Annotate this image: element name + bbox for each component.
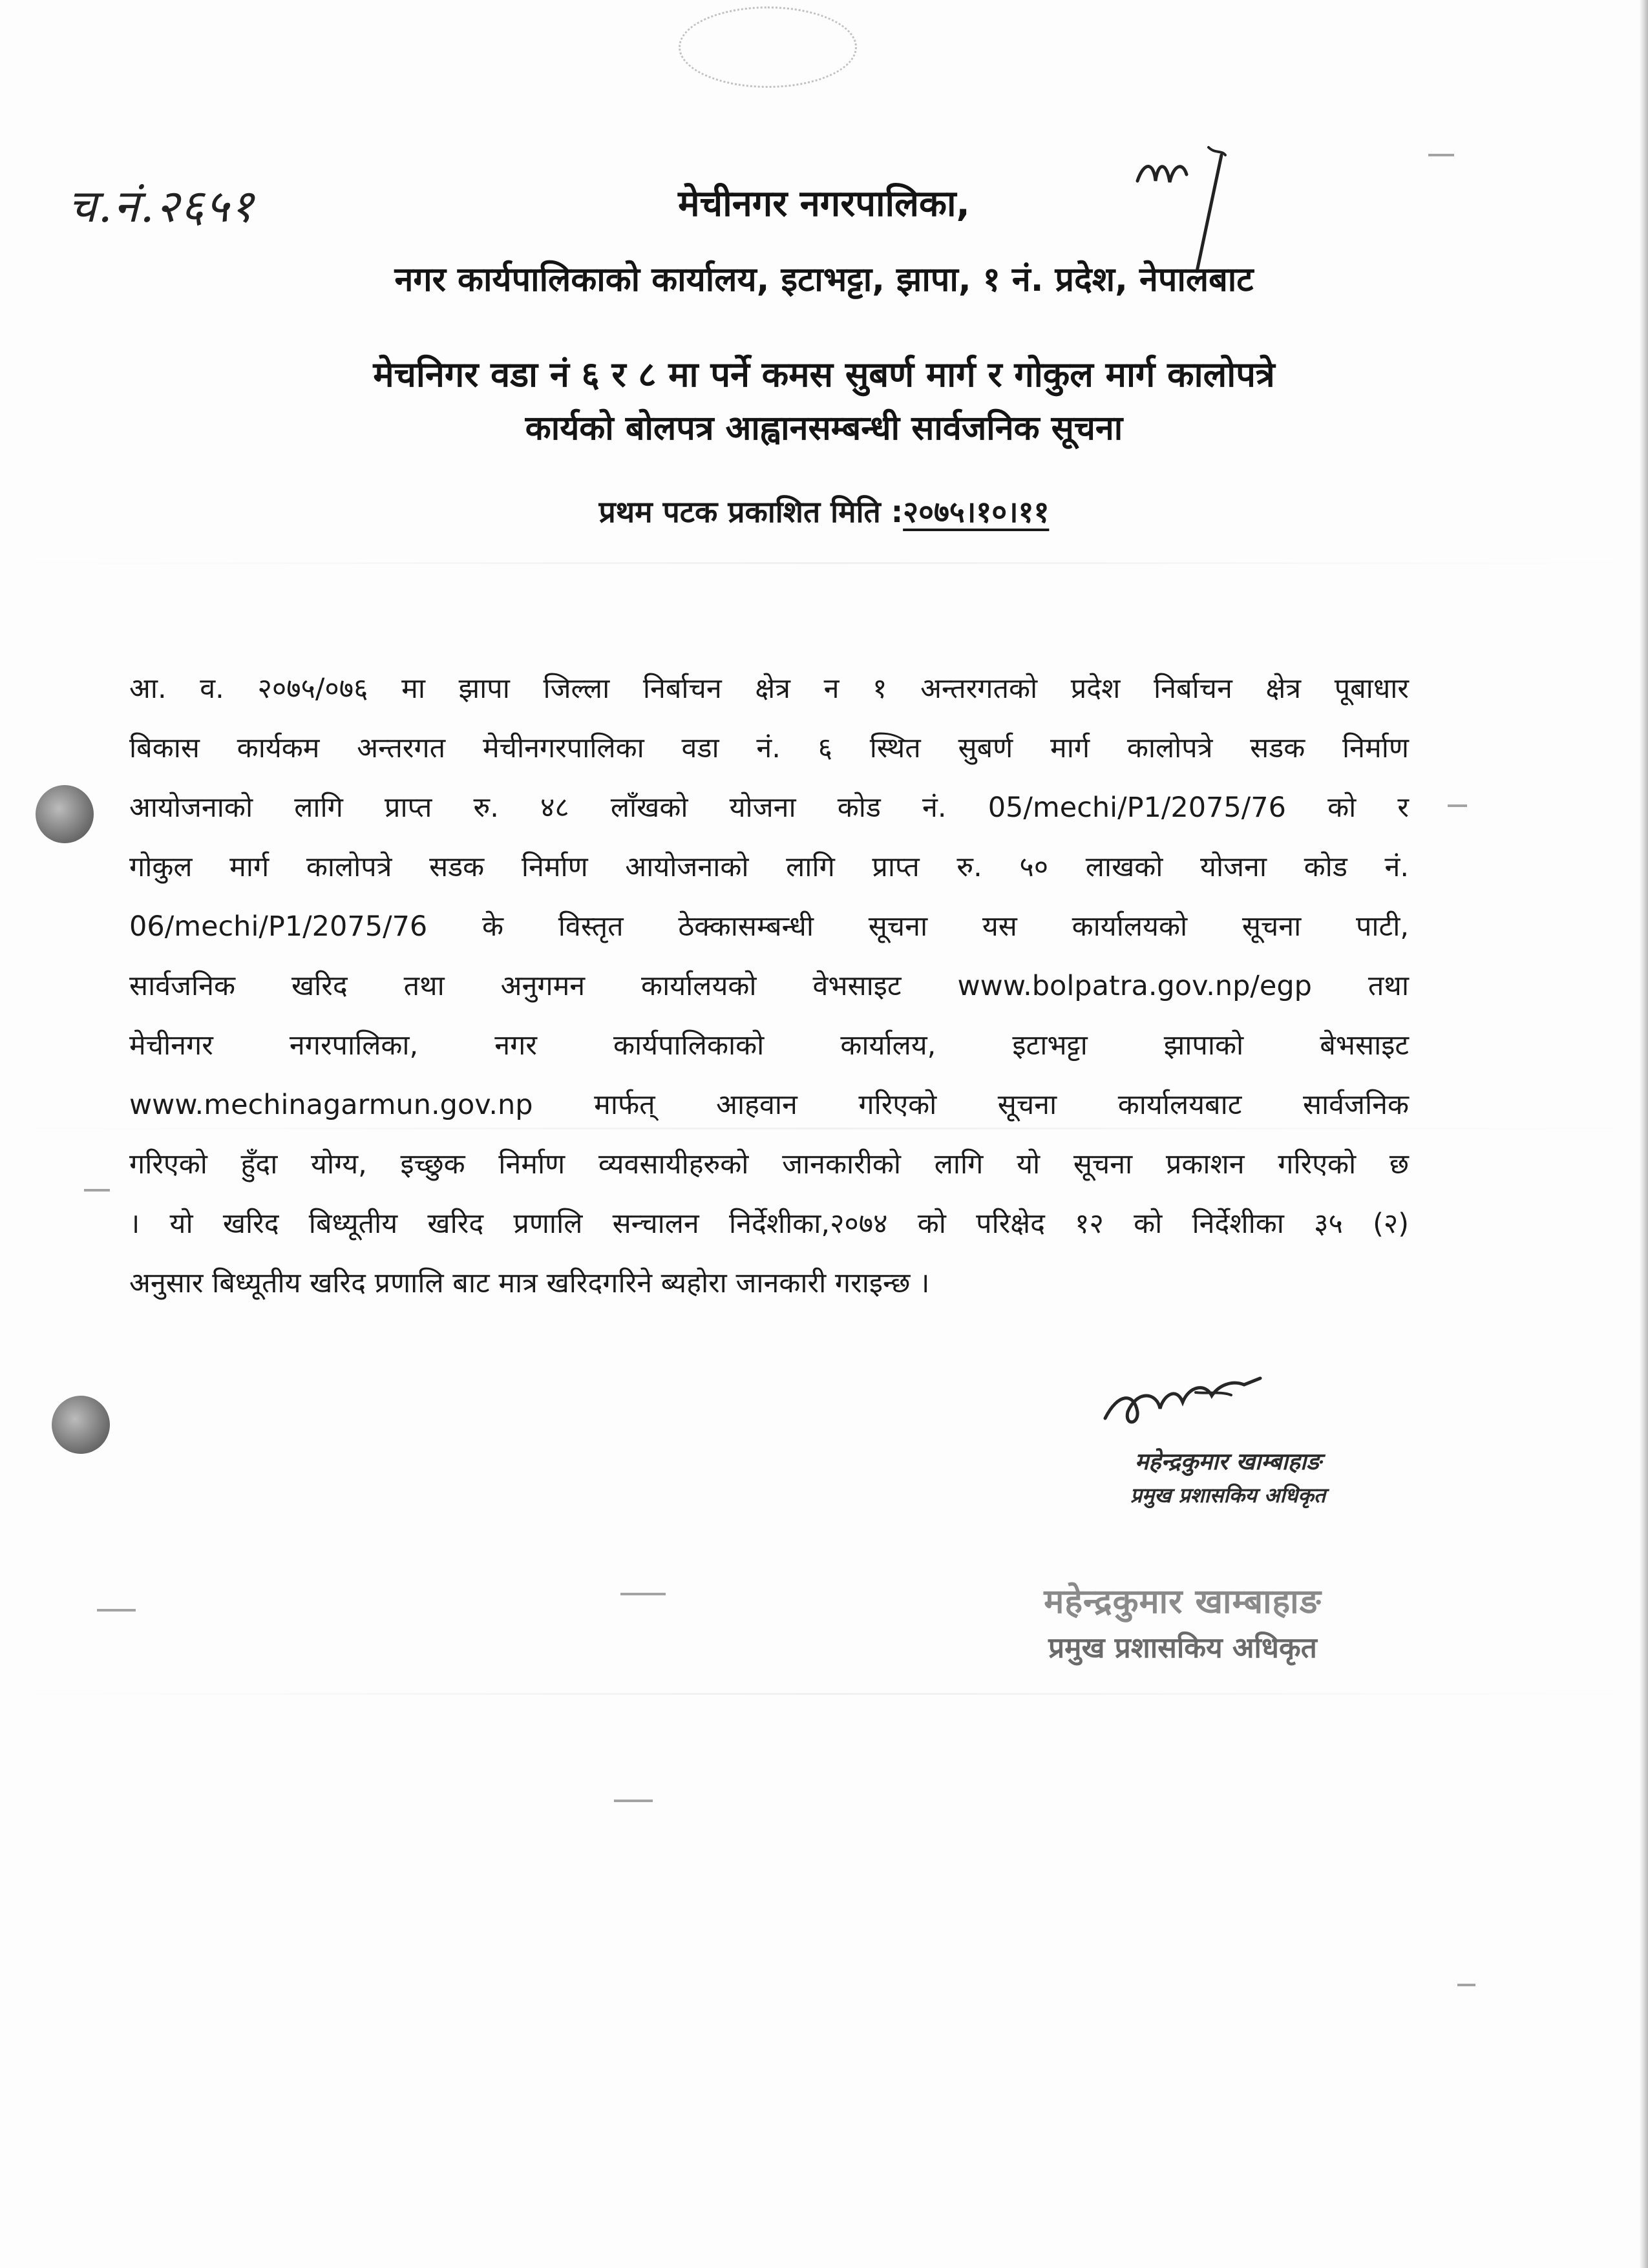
scan-speck <box>620 1593 666 1595</box>
body-line: 06/mechi/P1/2075/76 के विस्तृत ठेक्कासम्बन्धी सूचना यस कार्यालयको सूचना पाटी, <box>129 910 1409 943</box>
handwritten-reference-number: च.नं.२६५१ <box>68 180 255 233</box>
body-line: सार्वजनिक खरिद तथा अनुगमन कार्यालयको वेभसाइट www.bolpatra.gov.np/egp तथा <box>129 970 1409 1002</box>
body-line: अनुसार बिध्यूतीय खरिद प्रणालि बाट मात्र खरिदगरिने ब्यहोरा जानकारी गराइन्छ । <box>129 1267 930 1299</box>
heading-municipality: मेचीनगर नगरपालिका, <box>678 183 970 225</box>
body-line: www.mechinagarmun.gov.np मार्फत् आहवान गरिएको सूचना कार्यालयबाट सार्वजनिक <box>129 1089 1409 1121</box>
notice-body <box>129 659 1409 1313</box>
heading-project: मेचनिगर वडा नं ६ र ८ मा पर्ने कमस सुबर्ण मार्ग र गोकुल मार्ग कालोपत्रे <box>373 354 1275 395</box>
body-line: । यो खरिद बिध्यूतीय खरिद प्रणालि सन्चालन निर्देशीका,२०७४ को परिक्षेद १२ को निर्देशीका ३५ (२) <box>129 1208 1409 1240</box>
paper-fold-line <box>0 1693 1648 1695</box>
punch-hole <box>52 1396 110 1454</box>
body-line: मेचीनगर नगरपालिका, नगर कार्यपालिकाको कार्यालय, इटाभट्टा झापाको बेभसाइट <box>129 1029 1409 1062</box>
signature-icon <box>1099 1367 1267 1438</box>
paper-fold-line <box>0 562 1648 564</box>
officer-name: महेन्द्रकुमार खाम्बाहाङ <box>1044 1582 1322 1621</box>
scan-speck <box>97 1609 136 1612</box>
heading-notice-title: कार्यको बोलपत्र आह्वानसम्बन्धी सार्वजनिक सूचना <box>525 409 1123 448</box>
scan-speck <box>614 1800 653 1802</box>
officer-title: प्रमुख प्रशासकिय अधिकृत <box>1048 1632 1317 1664</box>
body-line: बिकास कार्यकम अन्तरगत मेचीनगरपालिका वडा नं. ६ स्थित सुबर्ण मार्ग कालोपत्रे सडक निर्माण <box>129 732 1409 764</box>
officer-stamp-large <box>976 1577 1389 1670</box>
faint-stamp-trace <box>679 6 857 88</box>
officer-stamp-small <box>1047 1444 1409 1511</box>
scan-speck <box>1428 154 1454 156</box>
punch-hole <box>36 785 94 843</box>
heading-office: नगर कार्यपालिकाको कार्यालय, इटाभट्टा, झापा, १ नं. प्रदेश, नेपालबाट <box>394 260 1254 299</box>
scan-speck <box>1448 804 1467 807</box>
officer-name: महेन्द्रकुमार खाम्बाहाङ <box>1134 1448 1322 1475</box>
scan-speck <box>1457 1984 1475 1986</box>
scan-edge-shadow <box>1639 0 1648 2268</box>
publication-date-value: २०७५।१०।११ <box>903 494 1050 529</box>
officer-title: प्रमुख प्रशासकिय अधिकृत <box>1130 1483 1326 1507</box>
body-line: गोकुल मार्ग कालोपत्रे सडक निर्माण आयोजनाको लागि प्राप्त रु. ५० लाखको योजना कोड नं. <box>129 851 1409 883</box>
publication-date-line <box>0 491 1648 531</box>
body-line: आयोजनाको लागि प्राप्त रु. ४८ लाँखको योजना कोड नं. 05/mechi/P1/2075/76 को र <box>129 792 1409 824</box>
scan-speck <box>84 1189 110 1192</box>
body-line: आ. व. २०७५/०७६ मा झापा जिल्ला निर्बाचन क्षेत्र न १ अन्तरगतको प्रदेश निर्बाचन क्षेत्र पूबाधार <box>129 673 1409 705</box>
publication-date-label: प्रथम पटक प्रकाशित मिति : <box>598 494 903 529</box>
body-line: गरिएको हुँदा योग्य, इच्छुक निर्माण व्यवसायीहरुको जानकारीको लागि यो सूचना प्रकाशन गरिएको छ <box>129 1148 1409 1181</box>
